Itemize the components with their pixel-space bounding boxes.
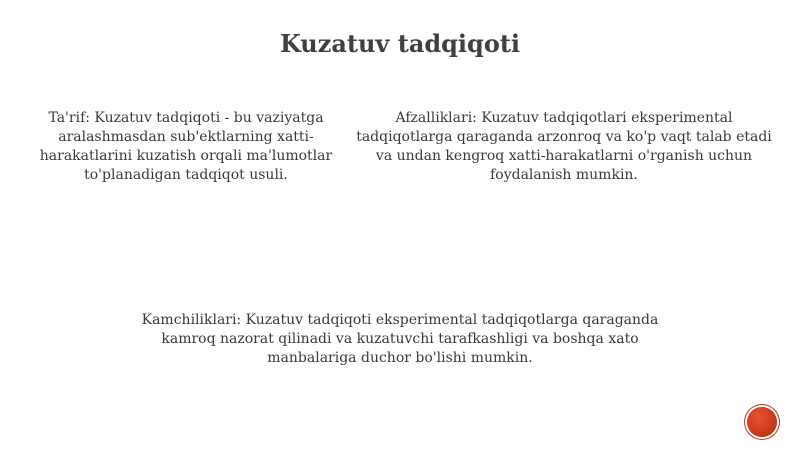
advantages-text: Afzalliklari: Kuzatuv tadqiqotlari eksperimental tadqiqotlarga qaraganda arzonroq va ko'p vaqt talab etadi va undan kengroq xatti-harakatlarni o'rganish uchun foydalanish mumkin. xyxy=(356,110,772,183)
circle-next-icon[interactable] xyxy=(747,407,777,437)
slide-title: Kuzatuv tadqiqoti xyxy=(279,29,521,58)
disadvantages-text: Kamchiliklari: Kuzatuv tadqiqoti eksperimental tadqiqotlarga qaraganda kamroq nazorat qilinadi va kuzatuvchi tarafkashligi va boshqa xato manbalariga duchor bo'lishi mumkin. xyxy=(141,312,659,366)
definition-text: Ta'rif: Kuzatuv tadqiqoti - bu vaziyatga aralashmasdan sub'ektlarning xatti- harakatlarini kuzatish orqali ma'lumotlar to'planadigan tadqiqot usuli. xyxy=(39,110,333,183)
